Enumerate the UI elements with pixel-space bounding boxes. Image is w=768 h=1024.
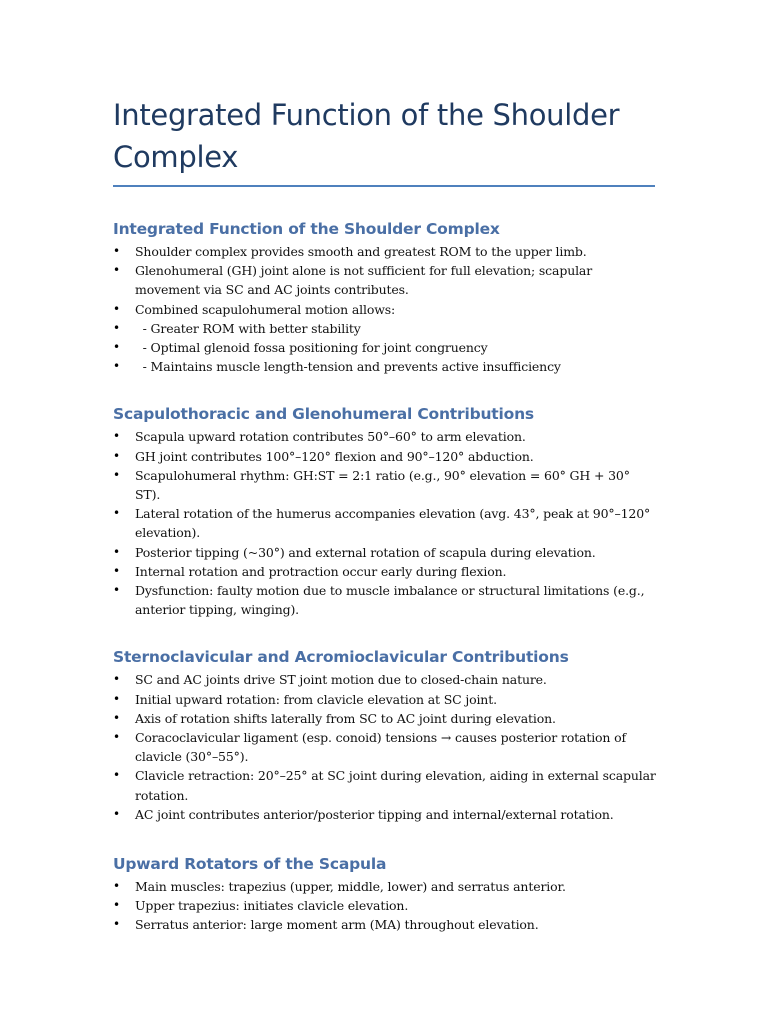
bullet-icon: • (113, 301, 120, 316)
list-item (113, 709, 658, 728)
list-item (113, 690, 658, 709)
list-item (113, 338, 658, 357)
bullet-list (113, 670, 658, 824)
bullet-list (113, 427, 658, 619)
bullet-icon: • (113, 672, 120, 687)
list-item-text: Glenohumeral (GH) joint alone is not sufficient for full elevation; scapular movement via SC and AC joints contributes. (135, 263, 593, 298)
list-item-text: Upper trapezius: initiates clavicle elevation. (135, 898, 409, 914)
list-item (113, 242, 658, 261)
list-item-text: GH joint contributes 100°–120° flexion and 90°–120° abduction. (135, 448, 534, 464)
bullet-list (113, 877, 658, 935)
section-upward-rotators (113, 854, 658, 935)
list-item (113, 915, 658, 934)
bullet-icon: • (113, 879, 120, 894)
list-item-text: - Maintains muscle length-tension and prevents active insufficiency (135, 359, 561, 375)
document-page (113, 0, 658, 935)
bullet-icon: • (113, 563, 120, 578)
list-item-text: Scapula upward rotation contributes 50°–60° to arm elevation. (135, 429, 526, 445)
list-item-text: Posterior tipping (~30°) and external rotation of scapula during elevation. (135, 544, 596, 560)
bullet-icon: • (113, 448, 120, 463)
document-title: Integrated Function of the Shoulder Complex (113, 98, 620, 174)
bullet-icon: • (113, 730, 120, 745)
title-divider (113, 185, 655, 187)
list-item-text: AC joint contributes anterior/posterior tipping and internal/external rotation. (135, 806, 614, 822)
list-item-text: Lateral rotation of the humerus accompanies elevation (avg. 43°, peak at 90°–120° elevation). (135, 506, 651, 541)
bullet-icon: • (113, 806, 120, 821)
section-scapulothoracic-glenohumeral (113, 404, 658, 619)
list-item (113, 805, 658, 824)
list-item-text: - Optimal glenoid fossa positioning for joint congruency (135, 340, 488, 356)
section-sternoclavicular-acromioclavicular (113, 647, 658, 824)
bullet-icon: • (113, 710, 120, 725)
list-item (113, 670, 658, 689)
list-item-text: Serratus anterior: large moment arm (MA) throughout elevation. (135, 917, 539, 933)
section-heading: Upward Rotators of the Scapula (113, 855, 387, 874)
section-heading: Scapulothoracic and Glenohumeral Contributions (113, 405, 534, 424)
list-item-text: SC and AC joints drive ST joint motion due to closed-chain nature. (135, 672, 547, 688)
bullet-icon: • (113, 544, 120, 559)
bullet-icon: • (113, 917, 120, 932)
list-item (113, 877, 658, 896)
list-item (113, 728, 658, 766)
list-item-text: Shoulder complex provides smooth and greatest ROM to the upper limb. (135, 244, 587, 259)
list-item (113, 543, 658, 562)
bullet-icon: • (113, 506, 120, 521)
list-item (113, 562, 658, 581)
list-item-text: - Greater ROM with better stability (135, 320, 361, 336)
list-item (113, 766, 658, 804)
list-item (113, 300, 658, 319)
section-heading: Integrated Function of the Shoulder Complex (113, 220, 500, 238)
list-item (113, 427, 658, 446)
bullet-icon: • (113, 583, 120, 598)
list-item (113, 261, 658, 299)
bullet-icon: • (113, 263, 120, 278)
list-item-text: Clavicle retraction: 20°–25° at SC joint during elevation, aiding in external scapular rotation. (135, 768, 656, 803)
list-item (113, 447, 658, 466)
list-item (113, 466, 658, 504)
list-item-text: Dysfunction: faulty motion due to muscle imbalance or structural limitations (e.g., anterior tipping, winging). (135, 583, 645, 618)
bullet-icon: • (113, 691, 120, 706)
list-item-text: Main muscles: trapezius (upper, middle, lower) and serratus anterior. (135, 879, 566, 895)
section-integrated-function (113, 219, 658, 376)
section-heading: Sternoclavicular and Acromioclavicular Contributions (113, 648, 569, 667)
list-item-text: Axis of rotation shifts laterally from SC to AC joint during elevation. (135, 710, 556, 726)
list-item-text: Internal rotation and protraction occur early during flexion. (135, 563, 507, 579)
bullet-icon: • (113, 467, 120, 482)
list-item-text: Coracoclavicular ligament (esp. conoid) tensions → causes posterior rotation of clavicle (30°–55°). (135, 730, 627, 765)
bullet-icon: • (113, 340, 120, 355)
bullet-icon: • (113, 244, 120, 258)
list-item (113, 357, 658, 376)
bullet-list (113, 242, 658, 376)
bullet-icon: • (113, 359, 120, 374)
bullet-icon: • (113, 320, 120, 335)
bullet-icon: • (113, 768, 120, 783)
list-item (113, 504, 658, 542)
list-item (113, 319, 658, 338)
list-item-text: Initial upward rotation: from clavicle elevation at SC joint. (135, 691, 497, 707)
bullet-icon: • (113, 898, 120, 913)
list-item (113, 896, 658, 915)
bullet-icon: • (113, 429, 120, 444)
list-item-text: Combined scapulohumeral motion allows: (135, 301, 396, 317)
list-item (113, 581, 658, 619)
list-item-text: Scapulohumeral rhythm: GH:ST = 2:1 ratio (e.g., 90° elevation = 60° GH + 30° ST). (135, 467, 630, 503)
